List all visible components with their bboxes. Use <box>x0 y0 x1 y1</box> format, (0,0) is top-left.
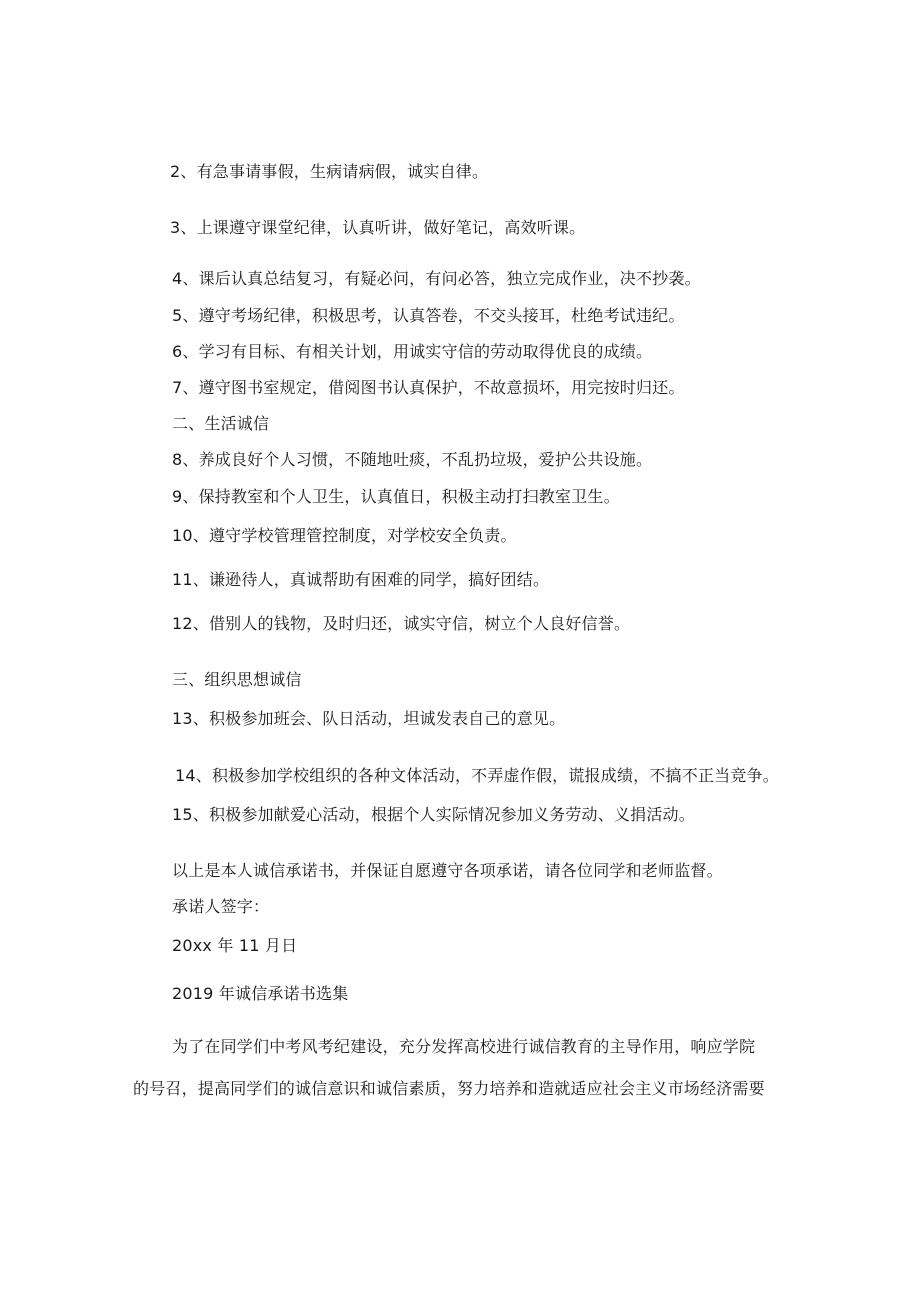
item-8: 8、养成良好个人习惯，不随地吐痰，不乱扔垃圾，爱护公共设施。 <box>172 450 653 469</box>
next-article-title: 2019 年诚信承诺书选集 <box>172 984 349 1003</box>
item-5: 5、遵守考场纪律，积极思考，认真答卷，不交头接耳，杜绝考试违纪。 <box>172 306 685 325</box>
paragraph-line-2: 的号召，提高同学们的诚信意识和诚信素质，努力培养和造就适应社会主义市场经济需要 <box>133 1079 765 1098</box>
item-2: 2、有急事请事假，生病请病假，诚实自律。 <box>170 162 489 181</box>
item-13: 13、积极参加班会、队日活动，坦诚发表自己的意见。 <box>172 709 566 728</box>
item-12: 12、借别人的钱物，及时归还，诚实守信，树立个人良好信誉。 <box>172 614 631 633</box>
section-heading-life: 二、生活诚信 <box>172 414 270 433</box>
signature-label: 承诺人签字： <box>172 897 270 916</box>
item-10: 10、遵守学校管理管控制度，对学校安全负责。 <box>172 526 517 545</box>
paragraph-line-1: 为了在同学们中考风考纪建设，充分发挥高校进行诚信教育的主导作用，响应学院 <box>172 1037 756 1056</box>
section-heading-organization: 三、组织思想诚信 <box>172 670 302 689</box>
item-11: 11、谦逊待人，真诚帮助有困难的同学，搞好团结。 <box>172 570 550 589</box>
item-9: 9、保持教室和个人卫生，认真值日，积极主动打扫教室卫生。 <box>172 487 620 506</box>
item-14: 14、积极参加学校组织的各种文体活动，不弄虚作假，谎报成绩，不搞不正当竞争。 <box>175 766 779 785</box>
date-line: 20xx 年 11 月日 <box>172 936 298 955</box>
item-3: 3、上课遵守课堂纪律，认真听讲，做好笔记，高效听课。 <box>170 218 586 237</box>
item-4: 4、课后认真总结复习，有疑必问，有问必答，独立完成作业，决不抄袭。 <box>172 269 701 288</box>
item-7: 7、遵守图书室规定，借阅图书认真保护，不故意损坏，用完按时归还。 <box>172 378 685 397</box>
closing-statement: 以上是本人诚信承诺书，并保证自愿遵守各项承诺，请各位同学和老师监督。 <box>172 861 723 880</box>
item-6: 6、学习有目标、有相关计划，用诚实守信的劳动取得优良的成绩。 <box>172 342 653 361</box>
item-15: 15、积极参加献爱心活动，根据个人实际情况参加义务劳动、义捐活动。 <box>172 805 695 824</box>
